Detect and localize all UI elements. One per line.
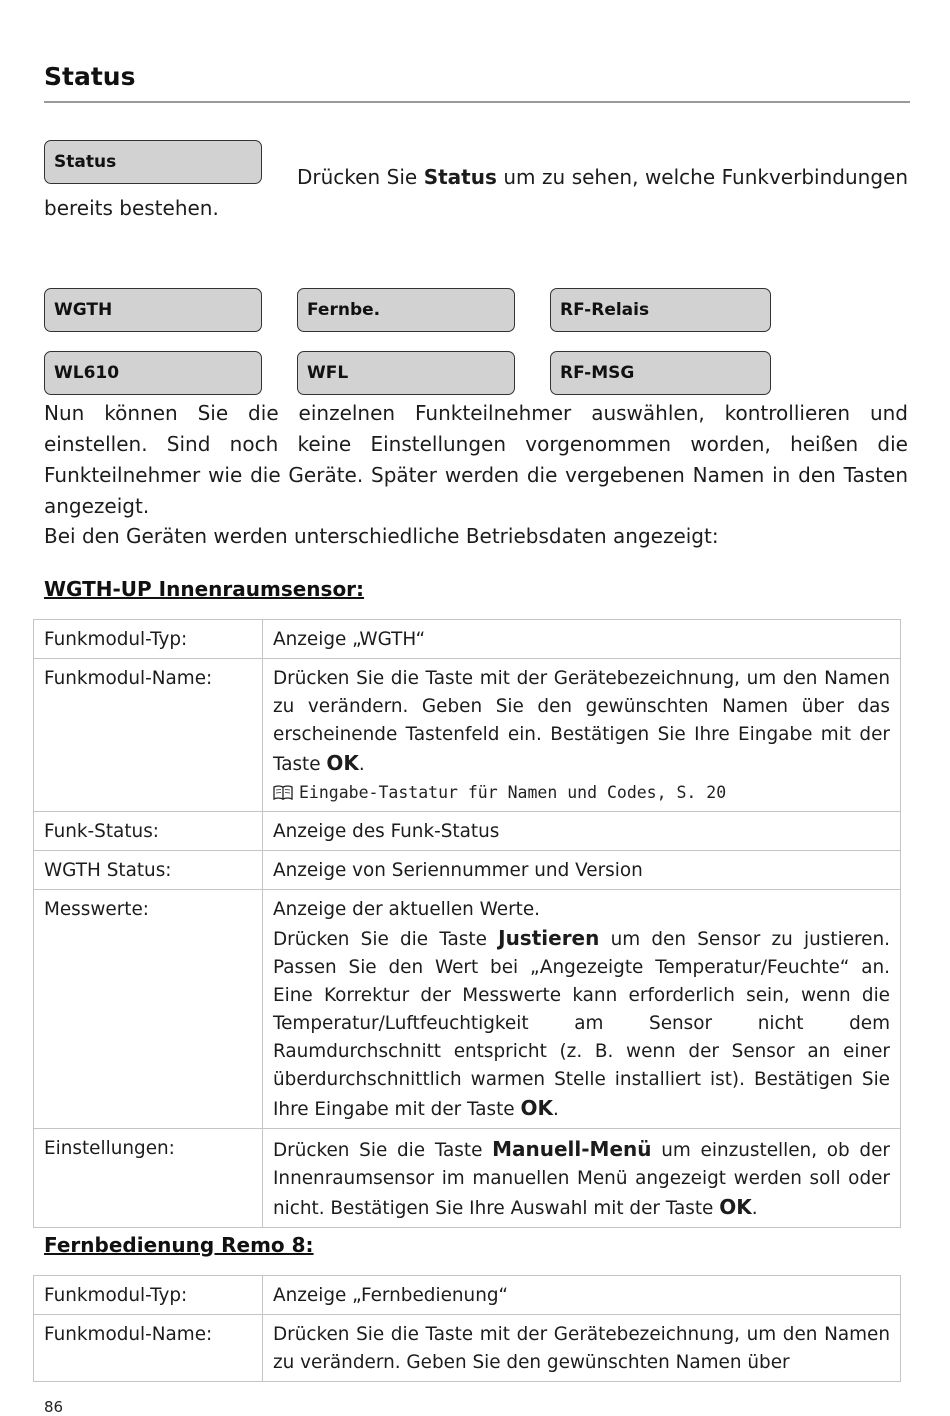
row-value: Anzeige „Fernbedienung“ (263, 1276, 901, 1315)
row-label: Funk-Status: (34, 812, 263, 851)
measure-text-mid: um den Sensor zu justieren. Passen Sie den Wert bei „Angezeigte Temperatur/Feuchte“ an. Eine Korrektur der Messwerte kann erforderlich sein, wenn die Temperatur/Luftfeuchtigkeit am Sensor nicht dem Raumdurchschnitt entspricht (z. B. wenn der Sensor an einer überdurchschnittlich warmen Stelle installiert ist). Bestätigen Sie Ihre Eingabe mit der Taste (273, 929, 890, 1120)
reference-text: Eingabe-Tastatur für Namen und Codes, S. 20 (299, 783, 727, 802)
book-icon (273, 784, 293, 800)
settings-text-pre: Drücken Sie die Taste (273, 1140, 493, 1161)
status-button[interactable]: Status (44, 140, 262, 184)
row-value: Anzeige „WGTH“ (263, 620, 901, 659)
sentence-end: . (751, 1198, 758, 1219)
device-button-fernbe[interactable]: Fernbe. (297, 288, 515, 332)
ok-key-label: OK (719, 1195, 752, 1219)
manuell-menu-key-label: Manuell-Menü (492, 1137, 652, 1161)
device-button-wfl[interactable]: WFL (297, 351, 515, 395)
manual-reference (273, 783, 726, 802)
measure-text-pre: Drücken Sie die Taste (273, 929, 499, 950)
page-number: 86 (44, 1398, 64, 1416)
fernbedienung-table (33, 1275, 901, 1382)
device-button-rf-relais[interactable]: RF-Relais (550, 288, 771, 332)
row-value (263, 1129, 901, 1228)
row-label: Einstellungen: (34, 1129, 263, 1228)
row-value: Drücken Sie die Taste mit der Gerätebezeichnung, um den Namen zu verändern. Geben Sie den gewünschten Namen über (263, 1315, 901, 1382)
table-row (34, 1276, 901, 1315)
intro-text-post: um zu sehen, welche Funkverbindungen bereits bestehen. (44, 165, 908, 220)
table-row (34, 1129, 901, 1228)
table-row (34, 659, 901, 812)
intro-text-pre: Drücken Sie (297, 165, 424, 189)
table-row (34, 890, 901, 1129)
ok-key-label: OK (520, 1096, 553, 1120)
name-description: Drücken Sie die Taste mit der Gerätebezeichnung, um den Namen zu verändern. Geben Sie den gewünschten Namen über das erscheinende Tastenfeld ein. Bestätigen Sie Ihre Eingabe mit der Taste (273, 668, 890, 775)
row-value (263, 659, 901, 812)
row-label: Funkmodul-Typ: (34, 620, 263, 659)
intro-text-bold: Status (423, 165, 497, 189)
table-row (34, 851, 901, 890)
table-row (34, 812, 901, 851)
section-title-wgth: WGTH-UP Innenraumsensor: (44, 577, 365, 601)
ok-key-label: OK (326, 751, 359, 775)
table-row (34, 1315, 901, 1382)
sentence-end: . (552, 1099, 559, 1120)
row-label: Messwerte: (34, 890, 263, 1129)
row-value (263, 890, 901, 1129)
section-title-fernbedienung: Fernbedienung Remo 8: (44, 1233, 314, 1257)
device-button-wl610[interactable]: WL610 (44, 351, 262, 395)
page-title: Status (44, 62, 136, 91)
row-label: WGTH Status: (34, 851, 263, 890)
justieren-key-label: Justieren (498, 926, 600, 950)
paragraph-betriebsdaten: Bei den Geräten werden unterschiedliche Betriebsdaten angezeigt: (44, 524, 719, 548)
device-button-wgth[interactable]: WGTH (44, 288, 262, 332)
title-divider (44, 101, 910, 103)
intro-paragraph (44, 162, 908, 224)
row-value: Anzeige des Funk-Status (263, 812, 901, 851)
device-button-rf-msg[interactable]: RF-MSG (550, 351, 771, 395)
row-label: Funkmodul-Typ: (34, 1276, 263, 1315)
row-value: Anzeige von Seriennummer und Version (263, 851, 901, 890)
table-row (34, 620, 901, 659)
wgth-table (33, 619, 901, 1228)
row-label: Funkmodul-Name: (34, 1315, 263, 1382)
row-label: Funkmodul-Name: (34, 659, 263, 812)
sentence-end: . (358, 754, 365, 775)
settings-text-mid: um einzustellen, ob der Innenraumsensor im manuellen Menü angezeigt werden soll oder nicht. Bestätigen Sie Ihre Auswahl mit der Taste (273, 1140, 890, 1219)
measure-line: Anzeige der aktuellen Werte. (273, 899, 541, 920)
paragraph-funkteilnehmer: Nun können Sie die einzelnen Funkteilnehmer auswählen, kontrollieren und einstellen. Sind noch keine Einstellungen vorgenommen worden, heißen die Funkteilnehmer wie die Geräte. Später werden die vergebenen Namen in den Tasten angezeigt. (44, 401, 908, 518)
